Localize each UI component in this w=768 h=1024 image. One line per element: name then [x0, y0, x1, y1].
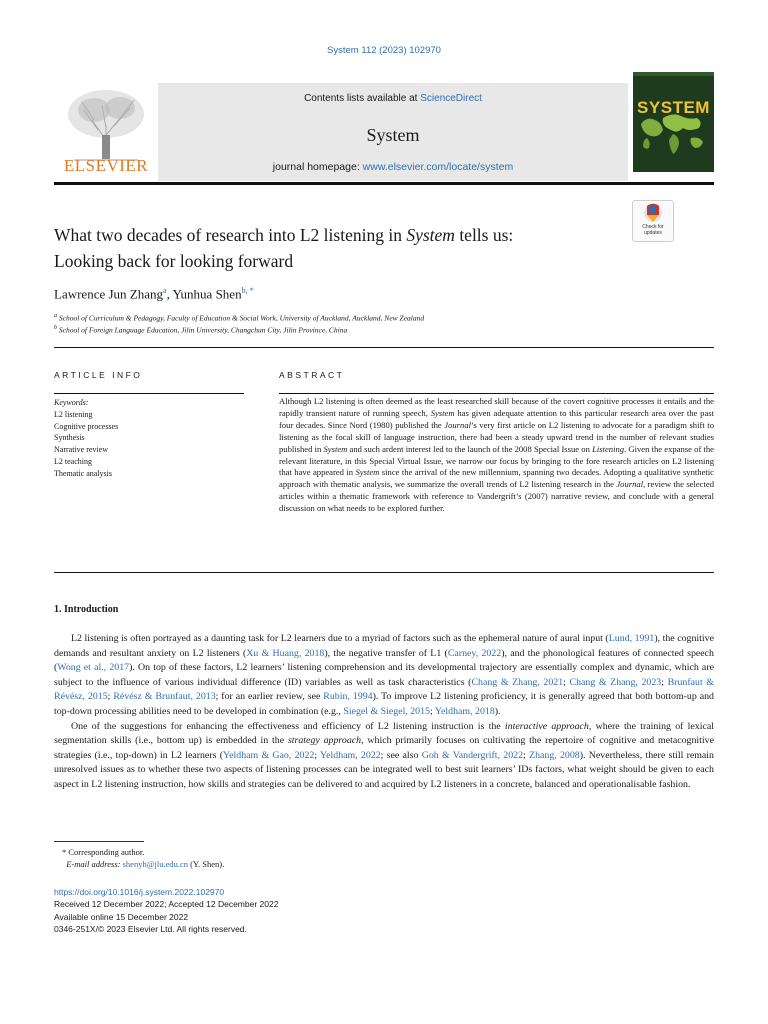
paragraph: [54, 632, 714, 720]
footnote-rule: [54, 841, 144, 842]
received-date: Received 12 December 2022; Accepted 12 December 2022: [54, 899, 279, 910]
footnote-line: [62, 846, 224, 858]
article-info-heading: ARTICLE INFO: [54, 370, 143, 380]
citation-link[interactable]: Goh & Vandergrift, 2022: [421, 749, 524, 761]
body-text: , where the training of lexical segmentation skills (i.e., bottom up) is embedded in the: [54, 720, 714, 747]
article-title: [54, 222, 614, 274]
footnote-text: Corresponding author.: [68, 847, 145, 857]
email-label: E-mail address:: [66, 859, 121, 870]
abstract-text: . Given the expanse of the relevant literature, in this Special Virtual Issue, we narrow our focus by bringing to the fore research articles on L2 listening that have appeared in: [279, 443, 714, 478]
body-text: , which primarily focuses on cultivating the repertoire of cognitive and metacognitive strategies (i.e., top-down) in L2 learners (: [54, 735, 714, 761]
keywords-label: [54, 397, 118, 409]
keywords-list: [54, 397, 118, 480]
crossmark-icon: [633, 201, 673, 225]
body-text: ; for an earlier review, see: [215, 691, 324, 703]
homepage-prefix: journal homepage:: [272, 161, 363, 173]
abstract-italic: Journal: [444, 419, 471, 430]
section-heading-introduction: 1. Introduction: [54, 604, 119, 615]
body-italic: strategy approach: [287, 735, 362, 747]
elsevier-wordmark: ELSEVIER: [63, 156, 149, 175]
cover-title: SYSTEM: [637, 98, 710, 117]
citation-link[interactable]: Yeldham & Gao, 2022: [223, 749, 315, 761]
abstract-rule: [279, 393, 714, 394]
introduction-body: [54, 632, 714, 793]
body-text: One of the suggestions for enhancing the effectiveness and efficiency of L2 listening instruction is the: [71, 720, 505, 732]
body-text: ;: [314, 749, 320, 761]
sciencedirect-link[interactable]: ScienceDirect: [420, 93, 482, 104]
abstract-italic: System: [323, 443, 348, 454]
author-list: [54, 286, 254, 302]
contents-line: [158, 93, 628, 104]
body-text: ), and the phonological features of connected speech (: [54, 647, 714, 674]
journal-banner: [158, 83, 628, 181]
homepage-line: [158, 161, 628, 173]
body-italic: interactive approach: [504, 720, 589, 732]
citation-link[interactable]: Révész & Brunfaut, 2013: [113, 691, 216, 703]
citation-link[interactable]: Yeldham, 2018: [434, 705, 495, 717]
citation-link[interactable]: Wong et al., 2017: [57, 662, 130, 674]
citation-link[interactable]: Chang & Zhang, 2023: [569, 676, 662, 688]
body-text: ;: [523, 749, 530, 761]
author-affiliation-mark[interactable]: a: [163, 286, 167, 295]
crossmark-label-1: Check for: [642, 224, 664, 230]
keyword-item[interactable]: L2 teaching: [54, 456, 92, 466]
keyword-item[interactable]: Synthesis: [54, 433, 85, 443]
crossmark-label-2: updates: [644, 230, 662, 236]
article-metadata: [54, 886, 278, 936]
article-info-rule: [54, 393, 244, 394]
citation-link[interactable]: Lund, 1991: [608, 633, 655, 644]
keyword-item[interactable]: L2 listening: [54, 409, 93, 419]
citation-link[interactable]: Zhang, 2008: [529, 749, 580, 761]
body-text: ;: [430, 705, 435, 717]
abstract-text: , review the selected articles within a thematic framework with reference to Vandergrift’s (2007) narrative review, and conclude with a general discussion on what needs to be explored further.: [279, 479, 714, 514]
keyword-item[interactable]: Thematic analysis: [54, 468, 112, 478]
abstract-text: ’s very first article on L2 listening to advocate for a paradigm shift to listening as the focal skill of language instruction, there had been a steady upward trend in the number of relevant studies published in: [279, 419, 714, 454]
author-affiliation-mark[interactable]: b, *: [241, 286, 254, 295]
affiliation-a: [54, 313, 424, 323]
abstract-text: Although L2 listening is often deemed as the least researched skill because of the covert cognitive processes it entails and the rapidly transient nature of running speech,: [279, 396, 714, 418]
abstract-italic: Journal: [616, 479, 644, 490]
contents-prefix: Contents lists available at: [304, 93, 421, 104]
body-text: ). Nevertheless, there still remain unresolved issues as to whether these two aspects of listening processes can be integrated well to best suit learners’ IDs factors, what weight should be given to each aspect in L2 listening instruction, how skills and strategies can be delivered to and acquired by L2 listeners in a concrete, balanced and operationalisable fashion.: [54, 749, 714, 790]
body-text: ), the negative transfer of L1 (: [324, 647, 448, 659]
abstract-italic: System: [355, 467, 380, 478]
body-text: ;: [107, 691, 114, 703]
journal-citation[interactable]: System 112 (2023) 102970: [327, 45, 441, 56]
body-text: ). On top of these factors, L2 learners’ listening comprehension and its developmental trajectory are essentially complex and dynamic, which are subject to the influence of various individual difference (ID) variables as well as task characteristics (: [54, 662, 714, 688]
affiliation-mark: b: [54, 325, 57, 331]
affiliation-b: [54, 325, 347, 335]
citation-link[interactable]: Rubin, 1994: [323, 691, 373, 703]
abstract-text: since the arrival of the new millennium, spanning two decades. Adopting a qualitative synthetic approach with thematic analysis, we summarize the overall trends of L2 listening research in the: [279, 467, 714, 490]
citation-link[interactable]: Siegel & Siegel, 2015: [343, 705, 430, 717]
body-text: ).: [494, 705, 501, 717]
abstract-italic: Listening: [592, 443, 625, 454]
title-line-2: Looking back for looking forward: [54, 251, 294, 271]
abstract-italic: System: [430, 407, 455, 418]
body-text: ;: [563, 676, 570, 688]
available-date: Available online 15 December 2022: [54, 911, 189, 922]
keywords-label-text: Keywords:: [54, 398, 89, 407]
copyright-notice: 0346-251X/© 2023 Elsevier Ltd. All rights reserved.: [54, 924, 247, 935]
author-name[interactable]: Lawrence Jun Zhang: [54, 286, 164, 302]
body-text: ). To improve L2 listening proficiency, it is generally agreed that both bottom-up and top-down processing abilities need to be developed in combination (e.g.,: [54, 691, 714, 717]
footnote-mark: *: [62, 847, 67, 857]
body-text: ), the cognitive demands and resultant anxiety on L2 listeners (: [54, 633, 714, 659]
body-text: ;: [661, 676, 668, 688]
author-separator: ,: [166, 286, 173, 302]
citation-link[interactable]: Yeldham, 2022: [319, 749, 381, 761]
body-text: ; see also: [380, 749, 422, 761]
affiliation-text: School of Foreign Language Education, Jilin University, Changchun City, Jilin Province, China: [58, 325, 348, 335]
abstract-text: and such ardent interest led to the launch of the 2008 Special Issue on: [347, 443, 593, 454]
title-text-end: tells us:: [454, 225, 514, 245]
abstract-text: has given adequate attention to this particular research area over the past four decades. Since Nord (1980) published the: [279, 407, 714, 430]
affiliation-text: School of Curriculum & Pedagogy, Faculty of Education & Social Work, University of Auckland, Auckland, New Zealand: [58, 313, 425, 323]
keyword-item[interactable]: Narrative review: [54, 445, 108, 455]
doi-link[interactable]: https://doi.org/10.1016/j.system.2022.102970: [54, 887, 225, 897]
abstract-body: [279, 396, 714, 515]
section-rule: [54, 347, 714, 348]
corresponding-author-footnote: [62, 846, 224, 871]
abstract-heading: ABSTRACT: [279, 370, 345, 380]
check-for-updates-button[interactable]: [632, 200, 674, 242]
header-rule: [54, 182, 714, 185]
citation-link[interactable]: Chang & Zhang, 2021: [471, 676, 564, 688]
title-text: What two decades of research into L2 listening in: [54, 225, 407, 245]
affiliation-mark: a: [54, 313, 57, 319]
section-rule: [54, 572, 714, 573]
citation-link[interactable]: Xu & Huang, 2018: [246, 647, 325, 659]
paragraph: [54, 720, 714, 793]
journal-cover-image[interactable]: [633, 72, 714, 172]
author-name[interactable]: Yunhua Shen: [172, 286, 242, 302]
email-link[interactable]: shenyh@jlu.edu.cn: [122, 859, 189, 870]
journal-header: [54, 72, 714, 182]
world-map-graphic: [633, 72, 714, 172]
title-italic: System: [406, 225, 455, 245]
citation-link[interactable]: Brunfaut & Révész, 2015: [54, 676, 714, 703]
citation-link[interactable]: Carney, 2022: [447, 647, 502, 659]
footnote-email-line: [62, 858, 224, 870]
crossmark-label: [633, 224, 673, 236]
journal-title: System: [366, 125, 420, 145]
body-text: L2 listening is often portrayed as a daunting task for L2 learners due to a myriad of factors such as the ephemeral nature of aural input (: [71, 633, 609, 644]
journal-homepage-link[interactable]: www.elsevier.com/locate/system: [362, 161, 514, 173]
email-suffix: (Y. Shen).: [190, 859, 225, 870]
keyword-item[interactable]: Cognitive processes: [54, 421, 119, 431]
